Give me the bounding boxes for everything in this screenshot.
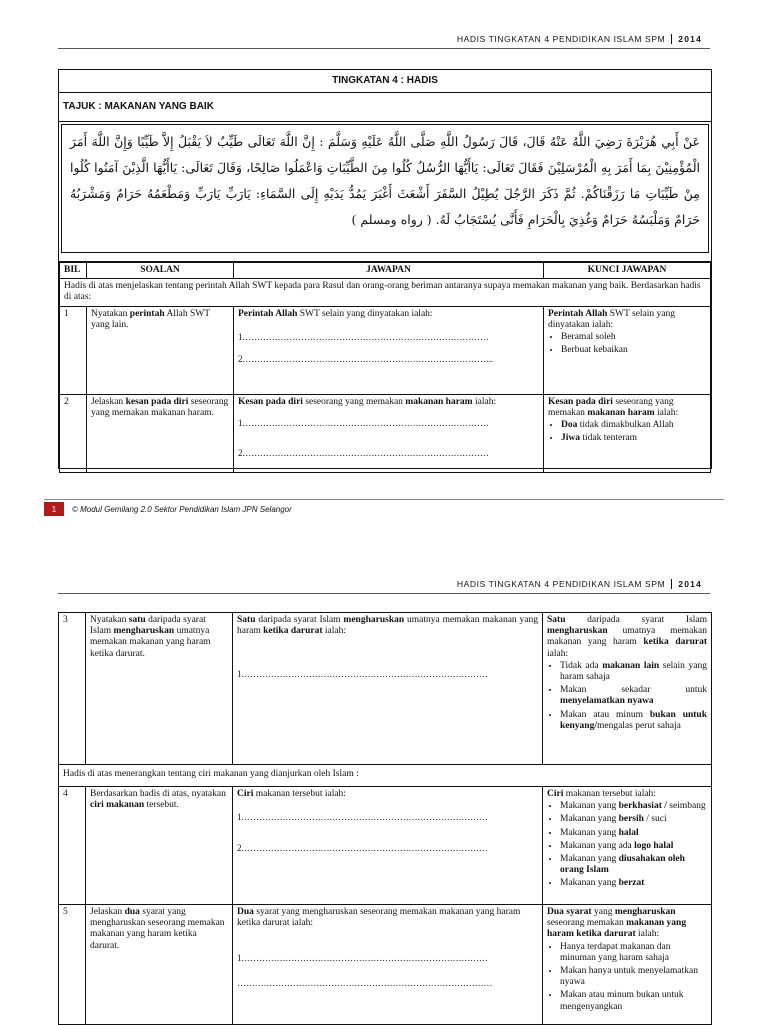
footer-text: © Modul Gemilang 2.0 Sektor Pendidikan Islam JPN Selangor xyxy=(72,504,292,514)
question-table xyxy=(58,612,712,1025)
q5-answer-key: Dua syarat yang mengharuskan seseorang memakan makanan yang haram ketika darurat ialah: • Hanya terdapat makanan dan minuman yang haram sahaja • Makan hanya untuk menyelamatkan nyawa • Makan atau minum bukan untuk mengenyangkan xyxy=(543,905,712,1025)
q1-answer-key: Perintah Allah SWT selain yang dinyatakan ialah: • Beramal soleh • Berbuat kebaikan xyxy=(544,306,711,394)
key-item: • Tidak ada makanan lain selain yang haram sahaja xyxy=(560,661,707,683)
header-rule xyxy=(58,48,710,49)
page1-table xyxy=(58,69,712,469)
answer-line[interactable]: 1………………………………………………………………………… xyxy=(238,331,489,342)
header-year: 2014 xyxy=(671,579,702,589)
intro-text: Hadis di atas menjelaskan tentang perintah Allah SWT kepada para Rasul dan orang-orang beriman antaranya supaya memakan makanan yang baik. Berdasarkan hadis di atas: xyxy=(60,279,711,306)
key-item: • Makan sekadar untuk menyelamatkan nyawa xyxy=(560,685,707,707)
page2-table xyxy=(58,612,712,1025)
key-item: • Makanan yang diusahakan oleh orang Islam xyxy=(560,854,707,876)
table-row xyxy=(60,394,711,472)
answer-line[interactable]: 2………………………………………………………………………… xyxy=(238,448,489,459)
q3-answer-key: Satu daripada syarat Islam mengharuskan umatnya memakan makanan yang haram ketika darurat ialah: • Tidak ada makanan lain selain yang haram sahaja • Makan sekadar untuk menyelamatkan nyawa • Makan atau minum bukan untuk kenyang/mengalas perut sahaja xyxy=(543,613,712,765)
q4-answer-key: Ciri makanan tersebut ialah: • Makanan yang berkhasiat / seimbang • Makanan yang bersih / suci • Makanan yang halal • Makanan yang ada logo halal • Makanan yang diusahakan oleh orang Islam • Makanan yang berzat xyxy=(543,787,712,905)
q4-number: 4 xyxy=(59,787,86,905)
table-row xyxy=(60,306,711,394)
key-item: • Makan hanya untuk menyelamatkan nyawa xyxy=(560,966,707,988)
q1-answer-area: Perintah Allah SWT selain yang dinyatakan ialah: 1………………………………………………………………………… 2………………………………………………………………………….. xyxy=(234,306,544,394)
q2-number: 2 xyxy=(60,394,87,472)
q5-number: 5 xyxy=(59,905,86,1025)
table-row xyxy=(59,613,712,765)
topic-title: TAJUK : MAKANAN YANG BAIK xyxy=(59,93,711,122)
q5-answer-area: Dua syarat yang mengharuskan seseorang memakan makanan yang haram ketika darurat ialah: 1………………………………………………………………………… …………………………………………………………………………… xyxy=(233,905,543,1025)
q1-number: 1 xyxy=(60,306,87,394)
q3-number: 3 xyxy=(59,613,86,765)
col-bil: BIL xyxy=(60,263,87,279)
page-number: 1 xyxy=(44,502,64,516)
hadith-arabic-text: عَنْ أَبِي هُرَيْرَةَ رَضِيَ اللَّهُ عَنْهُ قَالَ، قَالَ رَسُولُ اللَّهِ صَلَّى اللَّهُ عَلَيْهِ وَسَلَّمَ : إِنَّ اللَّهَ تَعَالَى طَيِّبٌ لاَ يَقْبَلُ إِلاَّ طَيِّبًا وَإِنَّ اللَّهَ أَمَرَ الْمُؤْمِنِيْنَ بِمَا أَمَرَ بِهِ الْمُرْسَلِيْنَ فَقَالَ تَعَالَى: يَاأَيُّهَا الرُّسُلُ كُلُوا مِنَ الطَّيِّبَاتِ وَاعْمَلُوا صَالِحًا، وَقَالَ تَعَالَى: يَاأَيُّهَا الَّذِيْنَ آمَنُوا كُلُوا مِنْ طَيِّبَاتِ مَا رَزَقْنَاكُمْ. ثُمَّ ذَكَرَ الرَّجُلَ يُطِيْلُ السَّفَرَ أَشْعَثَ أَغْبَرَ يَمُدُّ يَدَيْهِ إِلَى السَّمَاءِ: يَارَبِّ يَارَبِّ وَمَطْعَمُهُ حَرَامٌ وَمَشْرَبُهُ حَرَامٌ وَمَلْبَسُهُ حَرَامٌ وَغُذِيَ بِالْحَرَامِ فَأَنَّى يُسْتَجَابُ لَهُ. ( رواه ومسلم ) xyxy=(61,124,709,253)
header-title: HADIS TINGKATAN 4 PENDIDIKAN ISLAM SPM xyxy=(456,579,666,589)
col-kunci: KUNCI JAWAPAN xyxy=(544,263,711,279)
intro-text: Hadis di atas menerangkan tentang ciri makanan yang dianjurkan oleh Islam : xyxy=(59,765,712,787)
section-title: TINGKATAN 4 : HADIS xyxy=(59,70,711,93)
key-item: • Beramal soleh xyxy=(561,332,706,343)
q4-answer-area: Ciri makanan tersebut ialah: 1………………………………………………………………………… 2………………………………………………………………………… xyxy=(233,787,543,905)
answer-line[interactable]: 1………………………………………………………………………… xyxy=(237,669,488,680)
key-item: • Makanan yang bersih / suci xyxy=(560,814,707,825)
key-item: • Makanan yang ada logo halal xyxy=(560,841,707,852)
answer-line[interactable]: 1………………………………………………………………………… xyxy=(237,812,488,823)
key-item: • Hanya terdapat makanan dan minuman yang haram sahaja xyxy=(560,942,707,964)
q2-question: Jelaskan kesan pada diri seseorang yang memakan makanan haram. xyxy=(87,394,234,472)
q1-question: Nyatakan perintah Allah SWT yang lain. xyxy=(87,306,234,394)
answer-line[interactable]: 1………………………………………………………………………… xyxy=(237,953,488,964)
col-jawapan: JAWAPAN xyxy=(234,263,544,279)
header-year: 2014 xyxy=(671,34,702,44)
key-item: • Makan atau minum bukan untuk mengenyangkan xyxy=(560,990,707,1012)
q5-question: Jelaskan dua syarat yang mengharuskan seseorang memakan makanan yang haram ketika darurat. xyxy=(86,905,233,1025)
answer-line[interactable]: 2………………………………………………………………………….. xyxy=(238,354,493,365)
page-footer xyxy=(44,502,292,516)
footer-rule xyxy=(44,499,724,500)
q2-answer-key: Kesan pada diri seseorang yang memakan makanan haram ialah: • Doa tidak dimakbulkan Allah • Jiwa tidak tenteram xyxy=(544,394,711,472)
header-title: HADIS TINGKATAN 4 PENDIDIKAN ISLAM SPM xyxy=(456,34,666,44)
key-item: • Makanan yang halal xyxy=(560,828,707,839)
page-header xyxy=(457,34,702,44)
q2-answer-area: Kesan pada diri seseorang yang memakan makanan haram ialah: 1………………………………………………………………………… 2………………………………………………………………………… xyxy=(234,394,544,472)
col-soalan: SOALAN xyxy=(87,263,234,279)
answer-line[interactable]: …………………………………………………………………………… xyxy=(237,978,493,989)
q3-answer-area: Satu daripada syarat Islam mengharuskan umatnya memakan makanan yang haram ketika darurat ialah: 1………………………………………………………………………… xyxy=(233,613,543,765)
key-item: • Makan atau minum bukan untuk kenyang/mengalas perut sahaja xyxy=(560,710,707,732)
key-item: • Makanan yang berzat xyxy=(560,878,707,889)
question-table xyxy=(59,262,711,473)
table-row xyxy=(59,905,712,1025)
answer-line[interactable]: 1………………………………………………………………………… xyxy=(238,417,489,428)
key-item: • Berbuat kebaikan xyxy=(561,345,706,356)
page-header xyxy=(457,579,702,589)
hadith-container xyxy=(59,122,711,262)
key-item: • Jiwa tidak tenteram xyxy=(561,433,706,444)
key-item: • Makanan yang berkhasiat / seimbang xyxy=(560,801,707,812)
table-row xyxy=(59,787,712,905)
q3-question: Nyatakan satu daripada syarat Islam mengharuskan umatnya memakan makanan yang haram ketika darurat. xyxy=(86,613,233,765)
answer-line[interactable]: 2………………………………………………………………………… xyxy=(237,842,488,853)
q4-question: Berdasarkan hadis di atas, nyatakan ciri makanan tersebut. xyxy=(86,787,233,905)
key-item: • Doa tidak dimakbulkan Allah xyxy=(561,420,706,431)
header-rule xyxy=(58,593,710,594)
